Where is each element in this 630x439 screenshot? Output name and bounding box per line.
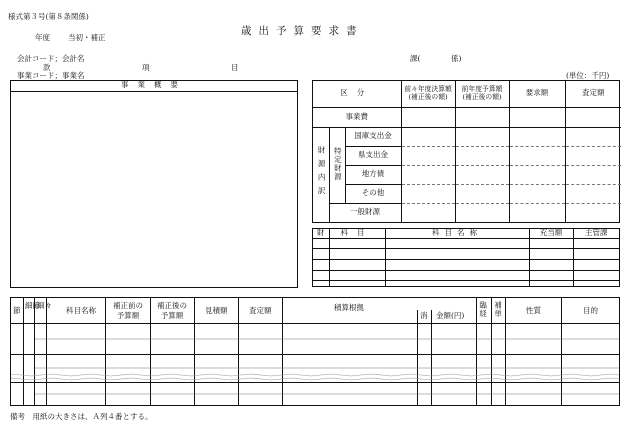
col-kamoku-name: 科目名称: [66, 306, 96, 315]
cell[interactable]: [455, 146, 509, 165]
funding-table: [312, 228, 620, 287]
col-post-line2: 予算額: [160, 310, 184, 320]
cell[interactable]: [385, 249, 529, 260]
col-prev2-line1: 前々年度決算額: [404, 84, 452, 93]
cell[interactable]: [401, 165, 455, 184]
fiscal-year-label: 年度: [35, 33, 50, 42]
cell[interactable]: [455, 107, 509, 127]
cell[interactable]: [313, 259, 329, 270]
col-nature: 性質: [526, 306, 541, 315]
cell[interactable]: [509, 146, 565, 165]
col-post-line1: 補正後の: [157, 301, 187, 310]
cell[interactable]: [455, 165, 509, 184]
form-number: 様式第３号(第８条関係): [8, 12, 89, 21]
col-basis: 積算根拠: [334, 303, 364, 312]
col-zai: 財: [313, 229, 329, 238]
col-prev1-line2: (補正後の額): [462, 92, 502, 101]
cell[interactable]: [329, 281, 385, 286]
col-decided: 査定額: [249, 306, 272, 315]
col-prev1-line1: 前年度予算額: [461, 84, 503, 93]
cell[interactable]: [329, 238, 385, 249]
cell[interactable]: [329, 249, 385, 260]
cell[interactable]: [313, 270, 329, 281]
overview-content-area[interactable]: [11, 92, 297, 287]
section-label: 課(: [410, 54, 421, 63]
col-pre-line2: 予算額: [116, 310, 140, 320]
cell[interactable]: [529, 270, 573, 281]
cell[interactable]: [529, 238, 573, 249]
account-code-label: 会計コード；会計名: [17, 54, 85, 63]
moku-label: 目: [231, 63, 239, 72]
cell[interactable]: [313, 281, 329, 286]
budget-summary-table: [312, 80, 620, 223]
cell[interactable]: [565, 146, 621, 165]
cell[interactable]: [509, 107, 565, 127]
col-kamoku-name: 科目名称: [432, 229, 482, 237]
row-other: その他: [345, 184, 401, 203]
page-title: 歳出予算要求書: [241, 25, 364, 37]
col-prev2-line2: (補正後の額): [408, 92, 448, 101]
col-setsu: 節: [13, 306, 21, 315]
cell[interactable]: [573, 270, 619, 281]
col-jutou: 充当額: [529, 229, 573, 238]
col-purpose: 目的: [583, 306, 598, 315]
unit-label: (単位：千円): [566, 71, 610, 80]
cell[interactable]: [565, 203, 621, 222]
cell[interactable]: [573, 238, 619, 249]
cell[interactable]: [329, 259, 385, 270]
cell[interactable]: [385, 238, 529, 249]
overview-label: 事業概要: [121, 80, 187, 89]
col-pre-line1: 補正前の: [113, 301, 143, 310]
cell[interactable]: [313, 249, 329, 260]
col-amount: 金額(円): [436, 311, 465, 320]
col-shukan: 主管課: [573, 229, 619, 238]
cell[interactable]: [565, 127, 621, 146]
overview-box: [10, 80, 298, 288]
tokutei-label: 特定財源: [333, 146, 343, 181]
row-project-cost: 事業費: [313, 107, 401, 127]
cell[interactable]: [401, 146, 455, 165]
cell[interactable]: [313, 238, 329, 249]
kou-label: 項: [142, 63, 150, 72]
zaigen-label: 財源内訳: [317, 146, 327, 201]
cell[interactable]: [509, 165, 565, 184]
row-general: 一般財源: [329, 203, 401, 222]
cell[interactable]: [455, 184, 509, 203]
project-code-label: 事業コード；事業名: [17, 71, 85, 80]
col-kamoku: 科目: [340, 229, 374, 237]
cell[interactable]: [401, 107, 455, 127]
cell[interactable]: [565, 107, 621, 127]
col-hotan: 補単: [493, 301, 503, 318]
col-saisetsu: 細節: [25, 301, 40, 310]
cell[interactable]: [573, 259, 619, 270]
cell[interactable]: [529, 259, 573, 270]
cell[interactable]: [385, 259, 529, 270]
cell[interactable]: [529, 281, 573, 286]
budget-type: 当初・補正: [68, 33, 106, 42]
cell[interactable]: [529, 249, 573, 260]
col-decided: 査定額: [565, 81, 621, 107]
col-saisaisetsu: 細々: [37, 301, 52, 310]
col-shou: 消: [420, 311, 428, 320]
col-kubun: 区分: [340, 88, 374, 98]
cell[interactable]: [509, 184, 565, 203]
cell[interactable]: [573, 281, 619, 286]
detail-table: [10, 297, 620, 406]
cell[interactable]: [565, 184, 621, 203]
cell[interactable]: [509, 203, 565, 222]
cell[interactable]: [573, 249, 619, 260]
col-request: 要求額: [509, 81, 565, 107]
kan-label: 款: [43, 63, 51, 72]
row-prefectural: 県支出金: [345, 146, 401, 165]
cell[interactable]: [455, 203, 509, 222]
cell[interactable]: [385, 270, 529, 281]
cell[interactable]: [401, 127, 455, 146]
section-kakari: 係): [451, 54, 462, 63]
cell[interactable]: [329, 270, 385, 281]
cell[interactable]: [455, 127, 509, 146]
overview-header: [11, 81, 297, 92]
cell[interactable]: [565, 165, 621, 184]
remark: 備考 用紙の大きさは、Ａ列４番とする。: [10, 412, 153, 421]
row-national: 国庫支出金: [345, 127, 401, 146]
cell[interactable]: [385, 281, 529, 286]
row-local-bond: 地方債: [345, 165, 401, 184]
cell[interactable]: [401, 184, 455, 203]
col-estimate: 見積額: [205, 306, 228, 315]
col-rinkei: 臨経: [478, 301, 488, 318]
cell[interactable]: [401, 203, 455, 222]
cell[interactable]: [509, 127, 565, 146]
